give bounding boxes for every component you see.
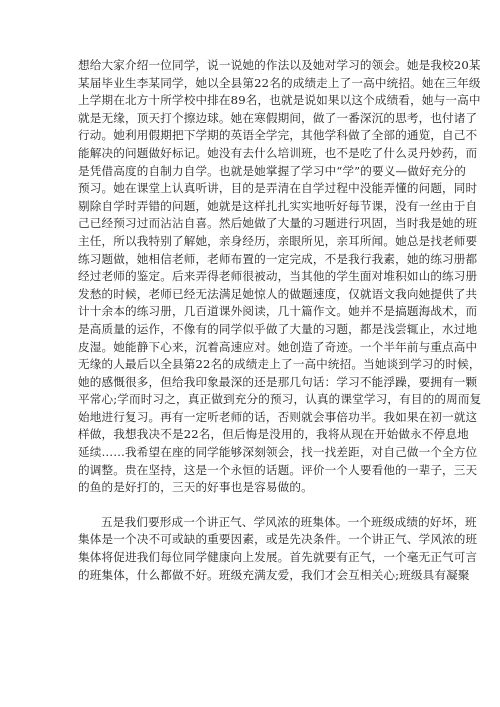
paragraph-line: 练习题做，她相信老师，老师布置的一定完成，不是我行我素，她的练习册都: [78, 251, 478, 266]
paragraph-line: 预习。她在课堂上认真听讲，目的是弄清在自学过程中没能弄懂的问题，同时: [78, 181, 478, 196]
paragraph-line: 经过老师的鉴定。后来弄得老师很被动，当其他的学生面对堆积如山的练习册: [78, 269, 478, 284]
paragraph-line: 某届毕业生李某同学，她以全县第22名的成绩走上了一高中统招。她在三年级: [78, 75, 481, 90]
paragraph-line: 是凭借高度的自制力自学。也就是她掌握了学习中“学”的要义—做好充分的: [78, 163, 466, 178]
paragraph-line: 上学期在北方十所学校中排在89名，也就是说如果以这个成绩看，她与一高中: [78, 93, 481, 108]
paragraph-line: 平常心;学而时习之，真正做到充分的预习，认真的课堂学习，有目的的周而复: [78, 392, 482, 407]
paragraph-line: 就是无缘，顶天打个擦边球。她在寒假期间，做了一番深沉的思考，也付诸了: [78, 110, 478, 125]
paragraph-line: 己已经预习过而沾沾自喜。然后她做了大量的习题进行巩固，当时我是她的班: [78, 216, 478, 231]
body-text: [78, 57, 482, 584]
paragraph-line: 是高质量的运作，不像有的同学似乎做了大量的习题，都是浅尝辄止，水过地: [78, 321, 478, 336]
paragraph-line: 集体将促进我们每位同学健康向上发展。首先就要有正气，一个毫无正气可言: [78, 550, 478, 565]
paragraph-line: 剔除自学时弄错的问题，她就是这样扎扎实实地听好每节课，没有一丝由于自: [78, 198, 478, 213]
paragraph-line: 想给大家介绍一位同学，说一说她的作法以及她对学习的领会。她是我校20某: [78, 58, 481, 72]
paragraph-line: 皮湿。她能静下心来，沉着高速应对。她创造了奇迹。一个半年前与重点高中: [78, 339, 478, 354]
paragraph-line: 五是我们要形成一个讲正气、学风浓的班集体。一个班级成绩的好坏，班: [101, 514, 477, 529]
paragraph-line: 主任，所以我特别了解她，亲身经历，亲眼所见，亲耳所闻。她总是找老师要: [78, 233, 478, 248]
paragraph-line: 计十余本的练习册，几百道课外阅读，几十篇作文。她并不是搞题海战术，而: [78, 304, 478, 319]
paragraph-line: 延续……我希望在座的同学能够深刻领会，找一找差距，对自己做一个全方位: [78, 445, 478, 460]
paragraph-line: 的鱼的是好打的，三天的好事也是容易做的。: [78, 480, 313, 495]
paragraph-line: 发愁的时候，老师已经无法满足她惊人的做题速度，仅就语文我向她提供了共: [78, 286, 478, 301]
paragraph-line: 的班集体，什么都做不好。班级充满友爱，我们才会互相关心;班级具有凝聚: [78, 567, 470, 582]
paragraph-line: 的调整。贵在坚持，这是一个永恒的话题。评价一个人要看他的一辈子，三天: [78, 462, 478, 477]
paragraph-line: 样做，我想我决不是22名，但后悔是没用的，我将从现在开始做永不停息地: [78, 427, 469, 442]
paragraph-line: 能解决的问题做好标记。她没有去什么培训班，也不是吃了什么灵丹妙药，而: [78, 145, 478, 160]
paragraph-line: 集体是一个决不可或缺的重要因素，或是先决条件。一个讲正气、学风浓的班: [78, 532, 478, 547]
paragraph-line: 无缘的人最后以全县第22名的成绩走上了一高中统招。当她谈到学习的时候，: [78, 357, 481, 372]
paragraph-line: 行动。她利用假期把下学期的英语全学完，其他学科做了全部的通览，自己不: [78, 128, 478, 143]
paragraph-line: 她的感慨很多，但给我印象最深的还是那几句话：学习不能浮躁，要拥有一颗: [78, 374, 478, 389]
paragraph-line: 始地进行复习。再有一定听老师的话，否则就会事倍功半。我如果在初一就这: [78, 409, 478, 424]
